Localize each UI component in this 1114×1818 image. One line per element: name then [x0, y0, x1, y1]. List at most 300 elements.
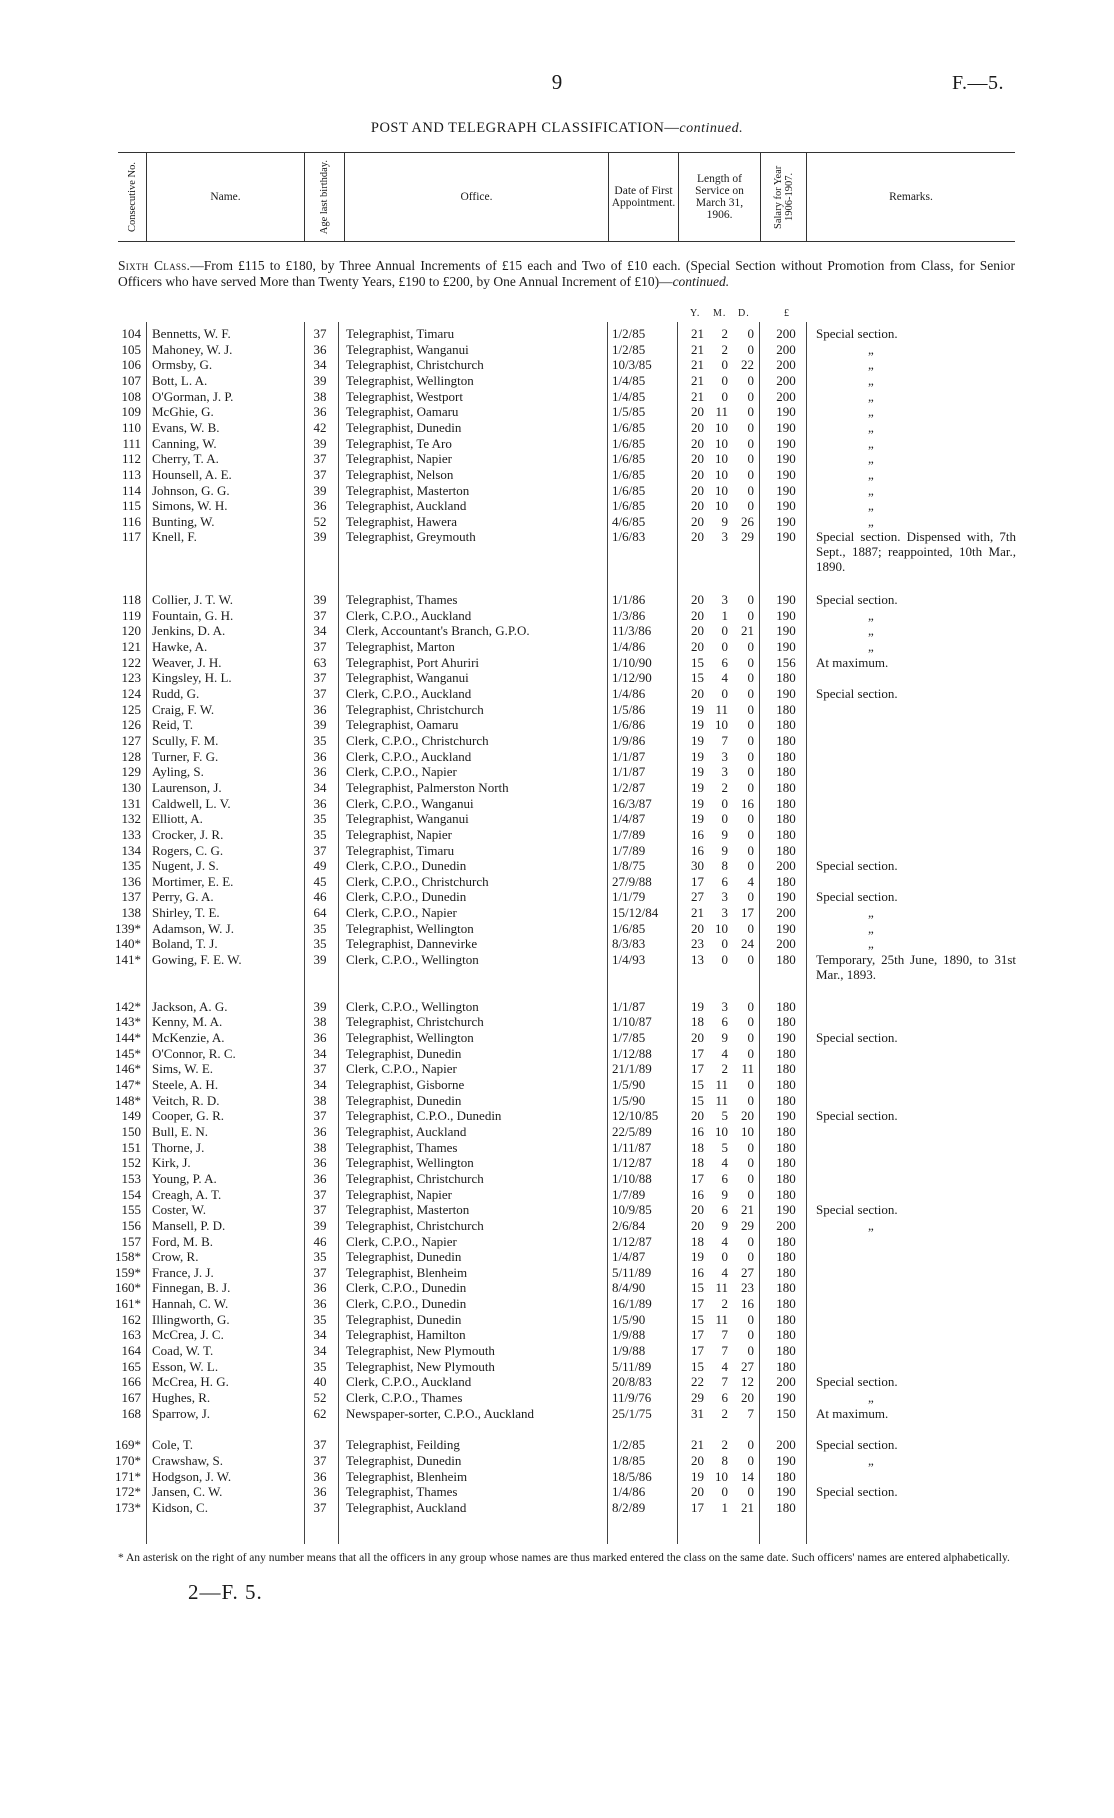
- row-salary: 180: [776, 811, 796, 827]
- row-date: 1/8/75: [612, 858, 646, 874]
- row-office: Telegraphist, Napier: [346, 1186, 452, 1202]
- row-months: 3: [721, 998, 728, 1014]
- row-salary: 180: [776, 1233, 796, 1249]
- row-number: 127: [121, 732, 141, 748]
- table-row: [0, 514, 1114, 530]
- table-row: [0, 639, 1114, 655]
- table-row: [0, 764, 1114, 780]
- row-name: Jackson, A. G.: [152, 998, 228, 1014]
- row-years: 20: [691, 1202, 704, 1218]
- row-office: Telegraphist, New Plymouth: [346, 1343, 495, 1358]
- row-office: Clerk, C.P.O., Christchurch: [346, 873, 489, 889]
- row-number: 118: [121, 592, 141, 608]
- row-name: Perry, G. A.: [152, 889, 214, 905]
- row-years: 20: [691, 686, 704, 701]
- row-number: 154: [121, 1186, 141, 1202]
- table-row: [0, 357, 1114, 373]
- row-number: 131: [121, 795, 141, 811]
- row-months: 0: [721, 686, 728, 701]
- row-age: 37: [313, 1452, 327, 1468]
- row-number: 166: [121, 1374, 141, 1390]
- row-remarks: At maximum.: [816, 654, 889, 670]
- row-salary: 200: [776, 357, 796, 373]
- row-years: 20: [691, 451, 704, 467]
- row-salary: 190: [776, 686, 796, 701]
- table-row: [0, 1046, 1114, 1062]
- row-remarks: „: [868, 1390, 874, 1405]
- table-row: [0, 1061, 1114, 1077]
- row-days: 0: [747, 1343, 754, 1358]
- row-age: 37: [313, 607, 327, 623]
- row-years: 19: [691, 1249, 704, 1265]
- row-name: Elliott, A.: [152, 811, 203, 827]
- row-office: Telegraphist, Dunedin: [346, 419, 462, 435]
- row-name: Adamson, W. J.: [152, 920, 234, 936]
- row-date: 5/11/89: [612, 1264, 652, 1280]
- row-years: 17: [691, 1296, 704, 1312]
- table-row: [0, 936, 1114, 952]
- row-number: 159*: [115, 1264, 141, 1280]
- row-name: Mortimer, E. E.: [152, 873, 234, 889]
- row-salary: 200: [776, 1374, 796, 1390]
- row-years: 21: [691, 372, 704, 388]
- row-months: 7: [721, 1374, 728, 1390]
- row-months: 10: [715, 451, 728, 467]
- row-date: 1/5/90: [612, 1076, 646, 1092]
- row-number: 165: [121, 1358, 141, 1374]
- row-years: 20: [691, 404, 704, 420]
- row-age: 37: [313, 670, 327, 686]
- row-date: 1/7/89: [612, 1186, 646, 1202]
- row-days: 4: [747, 873, 754, 889]
- row-date: 1/2/85: [612, 341, 646, 357]
- row-name: Gowing, F. E. W.: [152, 952, 242, 967]
- row-date: 1/1/87: [612, 748, 646, 764]
- row-months: 7: [721, 1343, 728, 1358]
- row-name: Hawke, A.: [152, 639, 208, 654]
- row-months: 3: [721, 529, 728, 545]
- row-name: France, J. J.: [152, 1264, 214, 1280]
- row-date: 1/12/90: [612, 670, 652, 686]
- row-months: 10: [715, 466, 728, 482]
- row-salary: 190: [776, 1484, 796, 1500]
- row-number: 157: [121, 1233, 141, 1249]
- row-office: Telegraphist, Dunedin: [346, 1452, 462, 1468]
- row-office: Telegraphist, Christchurch: [346, 1014, 484, 1030]
- row-name: Laurenson, J.: [152, 779, 222, 795]
- row-office: Telegraphist, Feilding: [346, 1437, 460, 1453]
- row-date: 11/3/86: [612, 623, 652, 639]
- row-days: 16: [741, 795, 754, 811]
- row-months: 10: [715, 498, 728, 514]
- row-name: Finnegan, B. J.: [152, 1280, 231, 1296]
- row-name: Bennetts, W. F.: [152, 326, 231, 341]
- row-salary: 180: [776, 1296, 796, 1312]
- row-age: 35: [313, 1249, 327, 1265]
- title-continued: continued.: [679, 121, 744, 136]
- row-date: 1/4/86: [612, 1484, 646, 1500]
- row-days: 0: [747, 388, 754, 404]
- row-days: 0: [747, 654, 754, 670]
- row-office: Clerk, C.P.O., Dunedin: [346, 889, 467, 905]
- row-salary: 190: [776, 451, 796, 467]
- row-age: 40: [313, 1374, 327, 1390]
- row-days: 0: [747, 1155, 754, 1171]
- row-age: 36: [313, 795, 327, 811]
- row-number: 138: [121, 905, 141, 921]
- row-remarks: „: [868, 357, 874, 373]
- row-age: 42: [313, 419, 327, 435]
- table-row: [0, 780, 1114, 796]
- row-days: 23: [741, 1280, 754, 1296]
- row-days: 20: [741, 1390, 754, 1405]
- row-number: 117: [121, 529, 141, 545]
- row-months: 2: [721, 341, 728, 357]
- row-age: 39: [313, 529, 327, 545]
- row-months: 7: [721, 732, 728, 748]
- row-date: 1/12/87: [612, 1155, 652, 1171]
- row-months: 4: [721, 1233, 728, 1249]
- table-row: [0, 796, 1114, 812]
- row-age: 36: [313, 701, 327, 717]
- row-days: 0: [747, 748, 754, 764]
- row-office: Telegraphist, Thames: [346, 1484, 458, 1500]
- row-number: 143*: [115, 1014, 141, 1030]
- row-number: 155: [121, 1202, 141, 1218]
- row-number: 112: [121, 451, 141, 467]
- row-office: Telegraphist, Wanganui: [346, 341, 469, 357]
- row-days: 10: [741, 1123, 754, 1139]
- row-years: 17: [691, 1045, 704, 1061]
- row-office: Telegraphist, Dunedin: [346, 1249, 462, 1265]
- row-name: McGhie, G.: [152, 404, 214, 420]
- row-months: 11: [715, 1311, 728, 1327]
- row-remarks: „: [868, 513, 874, 529]
- row-years: 19: [691, 1468, 704, 1484]
- row-office: Telegraphist, Timaru: [346, 842, 455, 858]
- row-office: Telegraphist, Wellington: [346, 920, 474, 936]
- row-date: 1/2/85: [612, 1437, 646, 1453]
- row-age: 37: [313, 1061, 327, 1077]
- row-years: 20: [691, 1484, 704, 1500]
- row-name: Ford, M. B.: [152, 1233, 214, 1249]
- row-age: 35: [313, 920, 327, 936]
- header-name: Name.: [146, 153, 304, 241]
- table-row: [0, 436, 1114, 452]
- table-row: [0, 702, 1114, 718]
- row-days: 0: [747, 1327, 754, 1343]
- row-years: 22: [691, 1374, 704, 1390]
- row-office: Clerk, C.P.O., Dunedin: [346, 1296, 467, 1312]
- row-age: 35: [313, 936, 327, 952]
- row-days: 0: [747, 435, 754, 451]
- row-months: 7: [721, 1327, 728, 1343]
- row-number: 164: [121, 1343, 141, 1358]
- row-days: 0: [747, 498, 754, 514]
- row-date: 21/1/89: [612, 1061, 652, 1077]
- row-age: 35: [313, 826, 327, 842]
- row-age: 34: [313, 779, 327, 795]
- row-salary: 190: [776, 1030, 796, 1045]
- row-months: 4: [721, 1045, 728, 1061]
- row-age: 38: [313, 1139, 327, 1155]
- row-date: 1/9/86: [612, 732, 646, 748]
- row-days: 14: [741, 1468, 754, 1484]
- row-number: 173*: [115, 1499, 141, 1515]
- row-days: 0: [747, 1076, 754, 1092]
- row-date: 8/2/89: [612, 1499, 646, 1515]
- row-age: 45: [313, 873, 327, 889]
- row-number: 151: [121, 1139, 141, 1155]
- row-days: 0: [747, 451, 754, 467]
- row-number: 129: [121, 764, 141, 780]
- row-date: 4/6/85: [612, 513, 646, 529]
- row-name: Craig, F. W.: [152, 701, 215, 717]
- row-number: 136: [121, 873, 141, 889]
- row-salary: 190: [776, 435, 796, 451]
- row-age: 37: [313, 466, 327, 482]
- row-number: 142*: [115, 998, 141, 1014]
- table-row: [0, 952, 1114, 982]
- table-row: [0, 623, 1114, 639]
- table-row: [0, 1359, 1114, 1375]
- row-remarks: „: [868, 623, 874, 639]
- row-remarks: Special section.: [816, 686, 898, 701]
- row-name: Hughes, R.: [152, 1390, 211, 1405]
- row-age: 34: [313, 1327, 327, 1343]
- row-date: 11/9/76: [612, 1390, 652, 1405]
- row-date: 1/4/85: [612, 372, 646, 388]
- row-salary: 180: [776, 670, 796, 686]
- row-number: 139*: [115, 920, 141, 936]
- row-salary: 190: [776, 1390, 796, 1405]
- section-body: —From £115 to £180, by Three Annual Increments of £15 each and Two of £10 each. (Special Section without Promotion from Class, for Senior Officers who have served More than Twenty Years, £190 to £200, by One Annual Increment of £10)—: [118, 258, 1015, 289]
- row-salary: 190: [776, 513, 796, 529]
- row-number: 120: [121, 623, 141, 639]
- row-name: Young, P. A.: [152, 1170, 217, 1186]
- row-office: Telegraphist, Hamilton: [346, 1327, 466, 1343]
- row-days: 0: [747, 842, 754, 858]
- row-remarks: „: [868, 905, 874, 921]
- row-days: 0: [747, 701, 754, 717]
- table-row: [0, 843, 1114, 859]
- row-date: 1/5/86: [612, 701, 646, 717]
- row-name: Evans, W. B.: [152, 419, 220, 435]
- unit-pound: £: [784, 308, 790, 319]
- row-number: 147*: [115, 1076, 141, 1092]
- row-remarks: Special section.: [816, 592, 898, 608]
- row-years: 17: [691, 1327, 704, 1343]
- page-number: 9: [551, 70, 563, 94]
- unit-days: D.: [738, 308, 750, 319]
- row-salary: 200: [776, 936, 796, 952]
- table-row: [0, 1202, 1114, 1218]
- footnote: * An asterisk on the right of any number means that all the officers in any group whose names are thus marked entered the class on the same date. Such officers' names are entered alphabetically.: [118, 1552, 1010, 1564]
- row-years: 15: [691, 1092, 704, 1108]
- row-age: 34: [313, 623, 327, 639]
- row-office: Clerk, C.P.O., Auckland: [346, 1374, 472, 1390]
- table-row: [0, 608, 1114, 624]
- row-date: 18/5/86: [612, 1468, 652, 1484]
- table-row: [0, 921, 1114, 937]
- row-number: 145*: [115, 1045, 141, 1061]
- row-months: 3: [721, 905, 728, 921]
- row-years: 29: [691, 1390, 704, 1405]
- row-date: 1/10/87: [612, 1014, 652, 1030]
- row-name: McCrea, J. C.: [152, 1327, 224, 1343]
- row-office: Newspaper-sorter, C.P.O., Auckland: [346, 1405, 535, 1421]
- row-number: 126: [121, 717, 141, 733]
- row-years: 18: [691, 1233, 704, 1249]
- row-office: Telegraphist, Blenheim: [346, 1468, 468, 1484]
- row-office: Telegraphist, Marton: [346, 639, 455, 654]
- row-number: 107: [121, 372, 141, 388]
- row-years: 20: [691, 639, 704, 654]
- row-age: 36: [313, 1484, 327, 1500]
- row-number: 149: [121, 1108, 141, 1124]
- row-months: 0: [721, 795, 728, 811]
- row-name: Jenkins, D. A.: [152, 623, 226, 639]
- table-row: [0, 655, 1114, 671]
- row-age: 35: [313, 1358, 327, 1374]
- row-date: 1/4/86: [612, 639, 646, 654]
- row-age: 37: [313, 686, 327, 701]
- row-number: 111: [122, 435, 141, 451]
- row-years: 20: [691, 419, 704, 435]
- row-days: 0: [747, 419, 754, 435]
- row-days: 16: [741, 1296, 754, 1312]
- row-remarks: „: [868, 1217, 874, 1233]
- row-salary: 190: [776, 466, 796, 482]
- row-months: 11: [715, 1076, 728, 1092]
- row-office: Telegraphist, Gisborne: [346, 1076, 465, 1092]
- row-date: 16/1/89: [612, 1296, 652, 1312]
- row-remarks: Special section.: [816, 326, 898, 341]
- row-number: 156: [121, 1217, 141, 1233]
- row-remarks: Special section.: [816, 1030, 898, 1045]
- table-row: [0, 373, 1114, 389]
- row-office: Telegraphist, Timaru: [346, 326, 455, 341]
- row-days: 0: [747, 607, 754, 623]
- row-age: 37: [313, 1437, 327, 1453]
- row-office: Clerk, C.P.O., Auckland: [346, 686, 472, 701]
- table-row: [0, 1484, 1114, 1500]
- row-date: 2/6/84: [612, 1217, 646, 1233]
- row-salary: 180: [776, 1045, 796, 1061]
- row-office: Telegraphist, Te Aro: [346, 435, 452, 451]
- row-salary: 200: [776, 905, 796, 921]
- row-name: Shirley, T. E.: [152, 905, 220, 921]
- row-age: 39: [313, 482, 327, 498]
- section-intro: [118, 258, 1015, 290]
- row-months: 2: [721, 1437, 728, 1453]
- table-row: [0, 827, 1114, 843]
- row-months: 10: [715, 482, 728, 498]
- row-years: 20: [691, 1452, 704, 1468]
- row-office: Clerk, C.P.O., Napier: [346, 1233, 457, 1249]
- row-remarks: „: [868, 466, 874, 482]
- row-months: 0: [721, 388, 728, 404]
- row-remarks: „: [868, 419, 874, 435]
- row-name: Esson, W. L.: [152, 1358, 219, 1374]
- row-days: 29: [741, 529, 754, 545]
- row-office: Telegraphist, Oamaru: [346, 717, 459, 733]
- table-row: [0, 342, 1114, 358]
- row-age: 37: [313, 842, 327, 858]
- row-date: 1/10/90: [612, 654, 652, 670]
- row-months: 10: [715, 920, 728, 936]
- row-remarks: Special section.: [816, 1202, 898, 1218]
- row-date: 1/3/86: [612, 607, 646, 623]
- row-salary: 180: [776, 1092, 796, 1108]
- row-name: O'Connor, R. C.: [152, 1045, 236, 1061]
- row-salary: 180: [776, 701, 796, 717]
- row-salary: 180: [776, 779, 796, 795]
- row-date: 1/6/85: [612, 498, 646, 514]
- row-remarks: „: [868, 341, 874, 357]
- table-row: [0, 1280, 1114, 1296]
- row-date: 1/6/83: [612, 529, 646, 545]
- row-number: 110: [121, 419, 141, 435]
- table-row: [0, 686, 1114, 702]
- row-years: 15: [691, 1358, 704, 1374]
- row-name: Weaver, J. H.: [152, 654, 222, 670]
- row-name: Kirk, J.: [152, 1155, 191, 1171]
- row-date: 1/9/88: [612, 1343, 646, 1358]
- row-salary: 180: [776, 873, 796, 889]
- row-date: 1/1/86: [612, 592, 646, 608]
- row-office: Telegraphist, Dunedin: [346, 1092, 462, 1108]
- table-row: [0, 670, 1114, 686]
- header-length: Length of Service on March 31, 1906.: [678, 153, 760, 241]
- row-number: 146*: [115, 1061, 141, 1077]
- row-months: 0: [721, 639, 728, 654]
- row-age: 46: [313, 1233, 327, 1249]
- row-months: 11: [715, 1092, 728, 1108]
- row-months: 0: [721, 1484, 728, 1500]
- row-months: 10: [715, 419, 728, 435]
- row-date: 1/7/89: [612, 826, 646, 842]
- row-number: 106: [121, 357, 141, 373]
- row-age: 34: [313, 1045, 327, 1061]
- row-salary: 200: [776, 326, 796, 341]
- row-date: 16/3/87: [612, 795, 652, 811]
- row-salary: 180: [776, 1343, 796, 1358]
- row-remarks: „: [868, 920, 874, 936]
- row-salary: 180: [776, 1061, 796, 1077]
- row-days: 0: [747, 732, 754, 748]
- row-name: Scully, F. M.: [152, 732, 219, 748]
- row-remarks: Special section.: [816, 1484, 898, 1500]
- row-months: 2: [721, 1296, 728, 1312]
- row-number: 135: [121, 858, 141, 874]
- row-office: Clerk, C.P.O., Thames: [346, 1390, 463, 1405]
- row-salary: 180: [776, 1499, 796, 1515]
- row-age: 39: [313, 435, 327, 451]
- row-salary: 180: [776, 1014, 796, 1030]
- row-date: 8/4/90: [612, 1280, 646, 1296]
- row-years: 16: [691, 826, 704, 842]
- row-years: 20: [691, 920, 704, 936]
- row-salary: 180: [776, 1468, 796, 1484]
- row-years: 19: [691, 701, 704, 717]
- row-office: Clerk, C.P.O., Auckland: [346, 748, 472, 764]
- table-row: [0, 874, 1114, 890]
- row-months: 6: [721, 873, 728, 889]
- row-office: Telegraphist, Wellington: [346, 372, 474, 388]
- row-number: 132: [121, 811, 141, 827]
- row-years: 20: [691, 1030, 704, 1045]
